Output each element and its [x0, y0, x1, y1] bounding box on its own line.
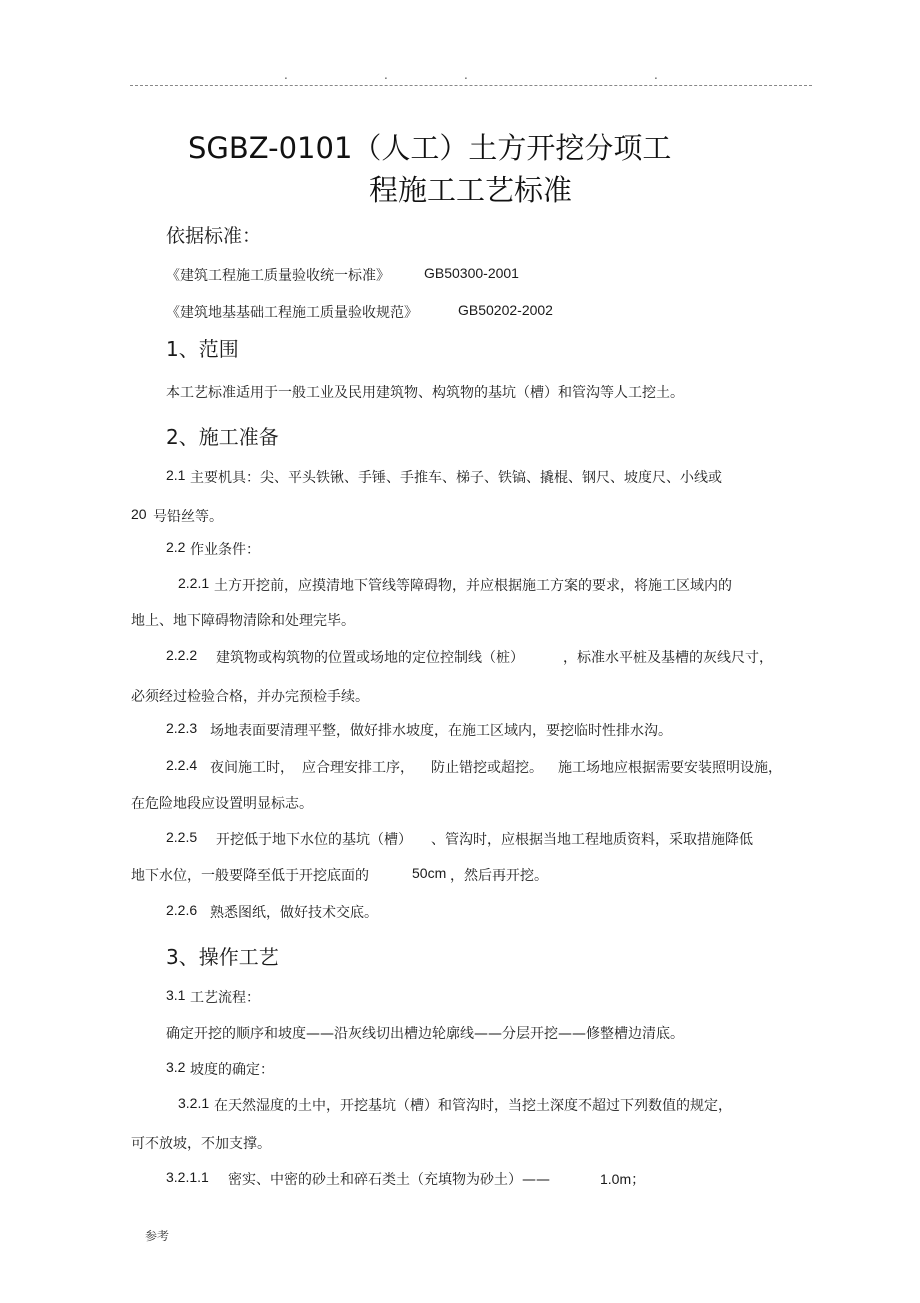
clause-text: 作业条件： [190, 542, 260, 558]
clause-number: 2.2 [166, 539, 186, 555]
clause-text: 在天然湿度的土中，开挖基坑（槽）和管沟时，当挖土深度不超过下列数值的规定， [214, 1098, 732, 1114]
clause-value: 50cm [412, 865, 447, 881]
clause-number: 2.2.6 [166, 902, 198, 918]
header-rule [130, 85, 812, 86]
clause-number: 3.1 [166, 987, 186, 1003]
standard-name: 《建筑地基基础工程施工质量验收规范》 [166, 305, 418, 321]
clause-number: 2.2.2 [166, 647, 198, 663]
standard-name: 《建筑工程施工质量验收统一标准》 [166, 268, 390, 284]
clause-text: ，标准水平桩及基槽的灰线尺寸， [563, 650, 773, 666]
standard-code: GB50300-2001 [424, 265, 519, 281]
clause-text: 应合理安排工序， [302, 760, 414, 776]
clause-text: 地下水位，一般要降至低于开挖底面的 [131, 868, 369, 884]
clause-text: 施工场地应根据需要安装照明设施， [558, 760, 782, 776]
clause-number: 2.2.5 [166, 829, 198, 845]
clause-number: 3.2 [166, 1059, 186, 1075]
clause-text: 主要机具：尖、平头铁锹、手锤、手推车、梯子、铁镐、撬棍、钢尺、坡度尺、小线或 [190, 470, 722, 486]
footer-label: 参考 [145, 1229, 170, 1243]
header-dot: . [384, 68, 388, 82]
clause-text: ，然后再开挖。 [450, 868, 548, 884]
clause-text: 土方开挖前，应摸清地下管线等障碍物，并应根据施工方案的要求，将施工区域内的 [214, 578, 732, 594]
basis-heading: 依据标准： [166, 225, 262, 247]
clause-text: 必须经过检验合格，并办完预检手续。 [131, 689, 369, 705]
clause-text: 号铅丝等。 [153, 509, 223, 525]
section-3-heading: 3、操作工艺 [166, 945, 279, 969]
header-dot: . [464, 68, 468, 82]
clause-text: 、管沟时，应根据当地工程地质资料，采取措施降低 [431, 832, 753, 848]
clause-number: 2.1 [166, 467, 186, 483]
section-2-heading: 2、施工准备 [166, 425, 279, 449]
clause-text: 防止错挖或超挖。 [431, 760, 543, 776]
clause-number: 3.2.1 [178, 1095, 210, 1111]
clause-text: 在危险地段应设置明显标志。 [131, 796, 313, 812]
clause-text: 坡度的确定： [190, 1062, 274, 1078]
clause-text: 建筑物或构筑物的位置或场地的定位控制线（桩） [216, 650, 524, 666]
clause-text: 密实、中密的砂土和碎石类土（充填物为砂土）—— [228, 1172, 550, 1188]
standard-code: GB50202-2002 [458, 302, 553, 318]
section-1-heading: 1、范围 [166, 337, 239, 361]
doc-title-line-1: SGBZ-0101（人工）土方开挖分项工 [188, 131, 672, 165]
clause-value: 1.0m； [600, 1171, 646, 1187]
clause-text: 夜间施工时， [210, 760, 294, 776]
clause-number: 3.2.1.1 [166, 1169, 209, 1185]
section-1-text: 本工艺标准适用于一般工业及民用建筑物、构筑物的基坑（槽）和管沟等人工挖土。 [166, 385, 684, 401]
clause-number: 2.2.3 [166, 720, 198, 736]
clause-text: 地上、地下障碍物清除和处理完毕。 [131, 613, 355, 629]
process-flow: 确定开挖的顺序和坡度——沿灰线切出槽边轮廓线——分层开挖——修整槽边清底。 [166, 1026, 684, 1042]
doc-title-line-2: 程施工工艺标准 [369, 173, 573, 207]
clause-text: 可不放坡，不加支撑。 [131, 1136, 271, 1152]
clause-text: 场地表面要清理平整，做好排水坡度，在施工区域内，要挖临时性排水沟。 [210, 723, 672, 739]
clause-text: 熟悉图纸，做好技术交底。 [210, 905, 378, 921]
clause-text: 工艺流程： [190, 990, 260, 1006]
clause-number: 2.2.1 [178, 575, 210, 591]
clause-number: 2.2.4 [166, 757, 198, 773]
clause-text: 开挖低于地下水位的基坑（槽） [216, 832, 412, 848]
header-dot: . [654, 68, 658, 82]
clause-number: 20 [131, 506, 147, 522]
header-dot: . [284, 68, 288, 82]
